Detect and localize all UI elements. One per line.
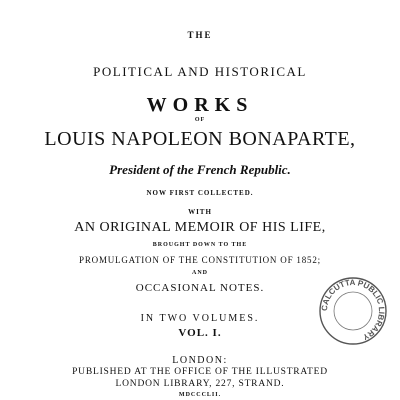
stamp-inner-ring <box>334 292 372 330</box>
of-label: OF <box>194 117 206 123</box>
author-name: LOUIS NAPOLEON BONAPARTE, <box>44 128 356 150</box>
occasional-notes: OCCASIONAL NOTES. <box>135 282 265 294</box>
and-label: AND <box>192 270 208 276</box>
with-label: WITH <box>188 208 212 216</box>
subtitle-political-historical: POLITICAL AND HISTORICAL <box>93 64 307 79</box>
the-label: THE <box>187 30 213 40</box>
publisher-line-2: LONDON LIBRARY, 227, STRAND. <box>115 379 285 389</box>
place-label: LONDON: <box>172 355 228 366</box>
publisher-line-1: PUBLISHED AT THE OFFICE OF THE ILLUSTRATED <box>72 367 328 377</box>
promulgation-line: PROMULGATION OF THE CONSTITUTION OF 1852; <box>79 255 321 265</box>
volume-number: VOL. I. <box>178 327 222 339</box>
volumes-label: IN TWO VOLUMES. <box>140 313 260 324</box>
author-title: President of the French Republic. <box>109 162 291 177</box>
stamp-lettering: CALCUTTA PUBLIC LIBRARY <box>319 277 387 342</box>
publication-year: MDCCCLII. <box>178 392 222 398</box>
now-first-collected: NOW FIRST COLLECTED. <box>146 189 254 197</box>
memoir-heading: AN ORIGINAL MEMOIR OF HIS LIFE, <box>74 220 326 235</box>
library-stamp <box>318 276 388 346</box>
brought-down-label: BROUGHT DOWN TO THE <box>152 242 248 248</box>
works-heading: WORKS <box>146 94 254 116</box>
